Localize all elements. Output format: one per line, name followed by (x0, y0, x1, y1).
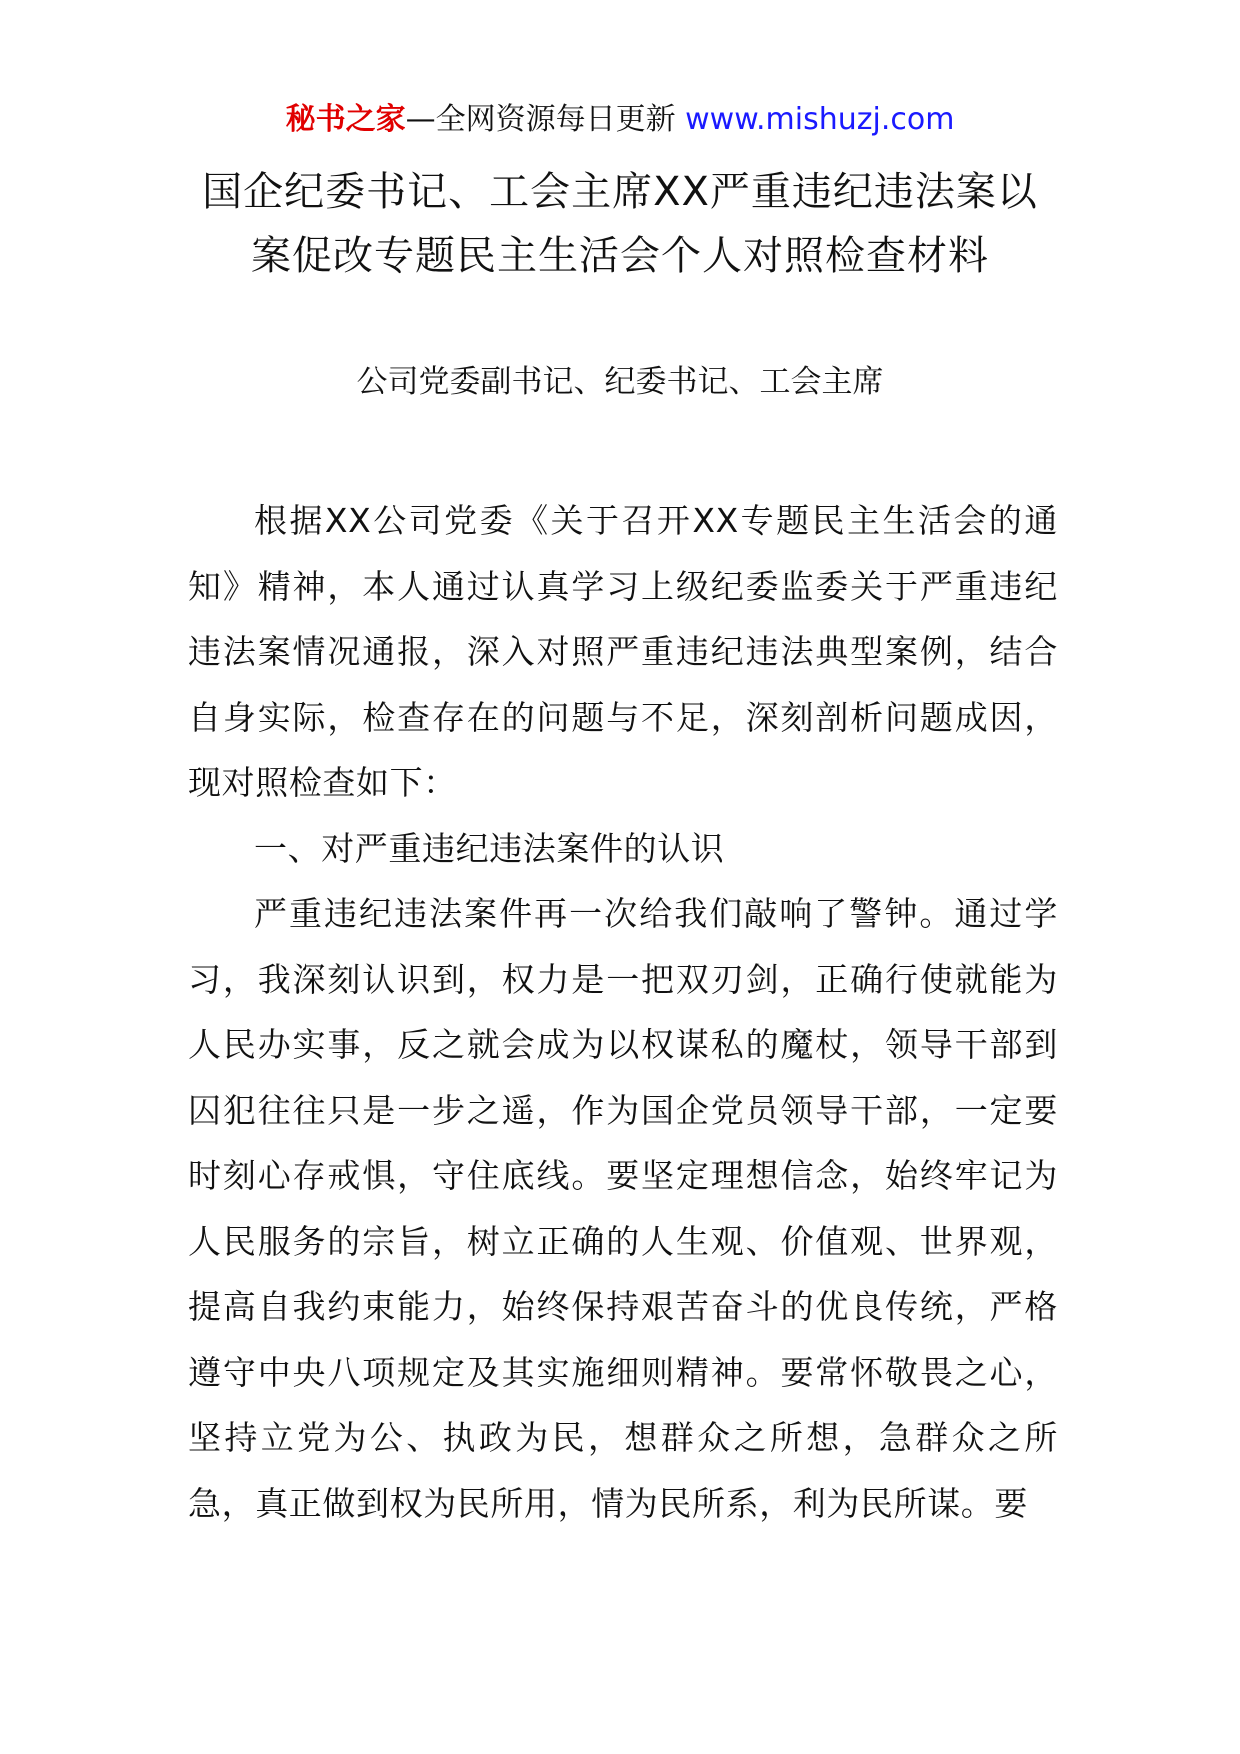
section1-paragraph: 严重违纪违法案件再一次给我们敲响了警钟。通过学习，我深刻认识到，权力是一把双刃剑，正确行使就能为人民办实事，反之就会成为以权谋私的魔杖，领导干部到囚犯往往只是一步之遥，作为国企党员领导干部，一定要时刻心存戒惧，守住底线。要坚定理想信念，始终牢记为人民服务的宗旨，树立正确的人生观、价值观、世界观，提高自我约束能力，始终保持艰苦奋斗的优良传统，严格遵守中央八项规定及其实施细则精神。要常怀敬畏之心，坚持立党为公、执政为民，想群众之所想，急群众之所急，真正做到权为民所用，情为民所系，利为民所谋。要 (188, 894, 1058, 1523)
site-link[interactable]: www.mishuzj.com (685, 102, 955, 137)
brand-name: 秘书之家 (285, 102, 406, 137)
section-heading-1: 一、对严重违纪违法案件的认识 (254, 828, 725, 868)
document-title (150, 160, 1090, 288)
title-line-1: 国企纪委书记、工会主席XX严重违纪违法案以 (202, 169, 1038, 215)
site-header-banner (0, 98, 1240, 142)
header-tagline: —全网资源每日更新 (405, 102, 676, 137)
intro-paragraph: 根据XX公司党委《关于召开XX专题民主生活会的通知》精神，本人通过认真学习上级纪委监委关于严重违纪违法案情况通报，深入对照严重违纪违法典型案例，结合自身实际，检查存在的问题与不足，深刻剖析问题成因，现对照检查如下： (188, 501, 1058, 802)
title-line-2: 案促改专题民主生活会个人对照检查材料 (251, 233, 989, 279)
document-body (188, 488, 1058, 1536)
author-position: 公司党委副书记、纪委书记、工会主席 (356, 364, 884, 400)
